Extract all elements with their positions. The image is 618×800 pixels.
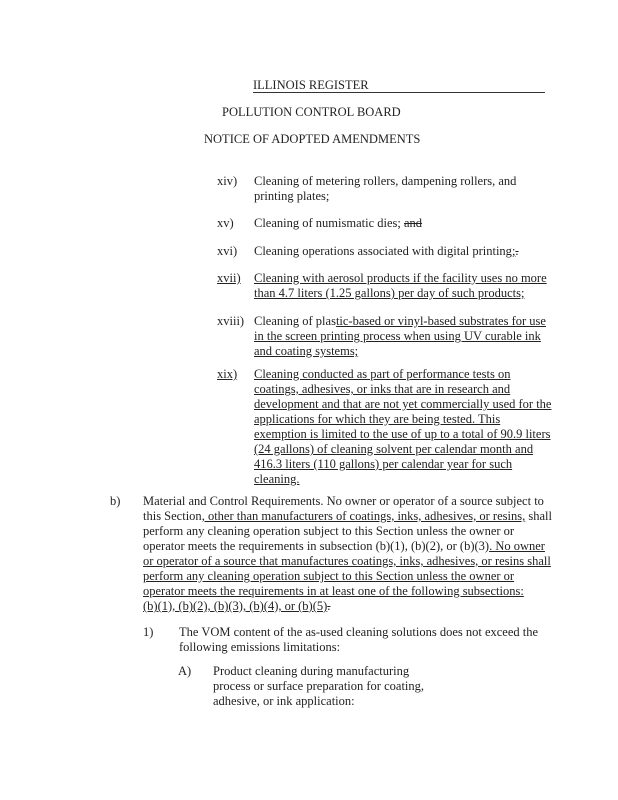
text-line	[254, 412, 500, 426]
inserted-text: ;	[511, 244, 516, 258]
text-line	[254, 472, 299, 486]
text-segment: adhesive, or ink application:	[213, 694, 355, 708]
text-line	[254, 442, 533, 456]
text-line	[179, 625, 538, 639]
inserted-text: cleaning.	[254, 472, 300, 486]
inserted-text: tic-based or vinyl-based substrates for use	[335, 314, 546, 328]
text-line	[213, 679, 424, 693]
inserted-text: coatings, adhesives, or inks that are in research and	[254, 382, 511, 396]
text-line	[143, 494, 544, 508]
text-line	[254, 189, 329, 203]
text-line	[254, 244, 519, 258]
text-segment: Cleaning of plas	[254, 314, 336, 328]
text-line	[254, 216, 422, 230]
text-segment: printing plates;	[254, 189, 330, 203]
text-segment: Cleaning operations associated with digital printing	[254, 244, 512, 258]
inserted-text: 416.3 liters (110 gallons) per calendar year for such	[254, 457, 513, 471]
inserted-text: , other than manufacturers of coatings, inks, adhesives, or resins,	[201, 509, 526, 523]
text-segment: following emissions limitations:	[179, 640, 341, 654]
text-line	[254, 286, 524, 300]
text-segment: Cleaning of numismatic dies;	[254, 216, 404, 230]
inserted-text: than 4.7 liters (1.25 gallons) per day of such products;	[254, 286, 525, 300]
text-line	[254, 314, 546, 328]
text-segment: shall	[525, 509, 552, 523]
inserted-text: (24 gallons) of cleaning solvent per calendar month and	[254, 442, 534, 456]
header-rule	[253, 92, 545, 93]
item-label: A)	[178, 664, 192, 678]
register-title: ILLINOIS REGISTER	[253, 78, 369, 92]
text-line	[143, 524, 514, 538]
text-line	[213, 664, 409, 678]
inserted-text: Cleaning with aerosol products if the facility uses no more	[254, 271, 547, 285]
text-line	[254, 382, 510, 396]
inserted-text: applications for which they are being tested. This	[254, 412, 501, 426]
deleted-text: and	[403, 216, 423, 230]
text-line	[143, 539, 545, 553]
item-label: xvii)	[217, 271, 241, 285]
text-segment: process or surface preparation for coating,	[213, 679, 425, 693]
item-label: xix)	[217, 367, 238, 381]
text-segment: Material and Control Requirements. No owner or operator of a source subject to	[143, 494, 544, 508]
board-title: POLLUTION CONTROL BOARD	[222, 105, 401, 119]
inserted-text: perform any cleaning operation subject to this Section unless the owner or	[143, 569, 515, 583]
text-line	[143, 509, 552, 523]
text-line	[254, 397, 551, 411]
text-line	[143, 569, 514, 583]
text-line	[254, 427, 550, 441]
item-label: 1)	[143, 625, 154, 639]
text-segment: perform any cleaning operation subject to this Section unless the owner or	[143, 524, 515, 538]
inserted-text: in the screen printing process when using UV curable ink	[254, 329, 541, 343]
text-line	[254, 457, 512, 471]
inserted-text: operator meets the requirements in at least one of the following subsections:	[143, 584, 524, 598]
item-label: xviii)	[217, 314, 245, 328]
inserted-text: and coating systems;	[254, 344, 359, 358]
inserted-text: (b)(1), (b)(2), (b)(3), (b)(4), or (b)(5)	[143, 599, 328, 613]
inserted-text: exemption is limited to the use of up to a total of 90.9 liters	[254, 427, 551, 441]
item-label: xv)	[217, 216, 234, 230]
text-segment: The VOM content of the as-used cleaning solutions does not exceed the	[179, 625, 539, 639]
text-line	[254, 344, 358, 358]
inserted-text: . No owner	[489, 539, 545, 553]
inserted-text: Cleaning conducted as part of performance tests on	[254, 367, 511, 381]
text-line	[254, 367, 511, 381]
text-line	[254, 329, 541, 343]
text-line	[143, 584, 524, 598]
item-label: xvi)	[217, 244, 238, 258]
text-line	[179, 640, 340, 654]
item-label: b)	[110, 494, 121, 508]
text-line	[254, 174, 516, 188]
inserted-text: or operator of a source that manufactures coatings, inks, adhesives, or resins shall	[143, 554, 551, 568]
text-segment: Product cleaning during manufacturing	[213, 664, 410, 678]
text-segment: operator meets the requirements in subsection (b)(1), (b)(2), or (b)(3)	[143, 539, 490, 553]
notice-title: NOTICE OF ADOPTED AMENDMENTS	[204, 132, 421, 146]
text-line	[213, 694, 355, 708]
deleted-text: .	[327, 599, 331, 613]
text-segment: Cleaning of metering rollers, dampening rollers, and	[254, 174, 517, 188]
text-segment: this Section	[143, 509, 202, 523]
text-line	[254, 271, 547, 285]
inserted-text: development and that are not yet commercially used for the	[254, 397, 552, 411]
text-line	[143, 554, 551, 568]
item-label: xiv)	[217, 174, 238, 188]
deleted-text: .	[515, 244, 519, 258]
text-line	[143, 599, 330, 613]
